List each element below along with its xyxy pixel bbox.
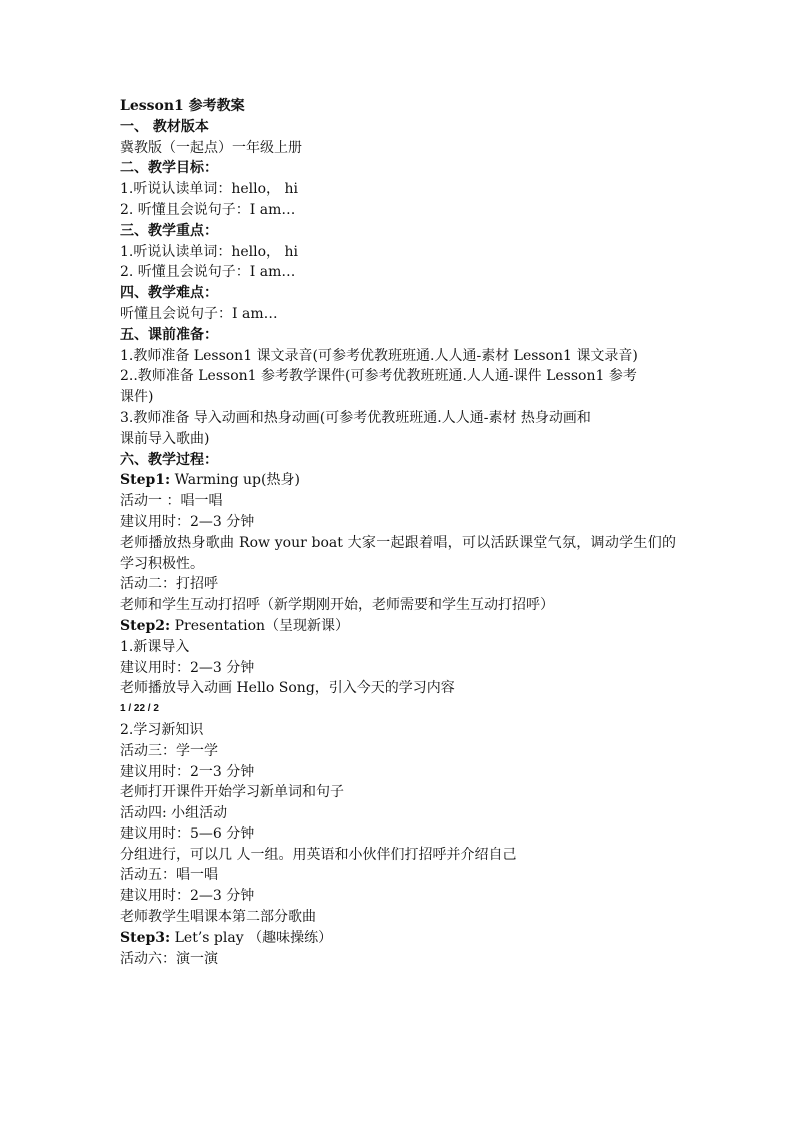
activity-4-title: 活动四: 小组活动 <box>120 805 228 822</box>
page-footer: 1 / 22 / 2 <box>120 703 159 715</box>
step2-label: Step2: <box>120 617 171 634</box>
activity-5-description: 老师教学生唱课本第二部分歌曲 <box>120 909 316 926</box>
activity-5-time: 建议用时：2—3 分钟 <box>120 888 255 905</box>
objective-item-2: 2. 听懂且会说句子：I am… <box>120 201 296 218</box>
preparation-item-2: 2..教师准备 Lesson1 参考教学课件(可参考优教班班通.人人通-课件 Lesson1 参考 <box>120 368 637 385</box>
activity-3-description: 老师打开课件开始学习新单词和句子 <box>120 784 344 801</box>
section-heading-objectives: 二、教学目标： <box>120 160 218 177</box>
activity-5-title: 活动五：唱一唱 <box>120 867 218 884</box>
key-point-item-2: 2. 听懂且会说句子：I am… <box>120 264 296 281</box>
step2-part-1-time: 建议用时：2—3 分钟 <box>120 659 255 676</box>
step2-part-1-description: 老师播放导入动画 Hello Song，引入今天的学习内容 <box>120 680 455 697</box>
step3-label: Step3: <box>120 929 171 946</box>
document-title: Lesson1 参考教案 <box>120 98 245 114</box>
activity-4-description: 分组进行，可以几 人一组。用英语和小伙伴们打招呼并介绍自己 <box>120 846 517 863</box>
step2-text: Presentation（呈现新课） <box>170 617 350 634</box>
section-heading-edition: 一、 教材版本 <box>120 118 209 135</box>
step1-heading <box>120 470 676 491</box>
section-heading-key-points: 三、教学重点： <box>120 222 218 239</box>
step2-part-2-title: 2.学习新知识 <box>120 721 204 738</box>
objective-item-1: 1.听说认读单词：hello， hi <box>120 181 298 198</box>
activity-3-time: 建议用时：2一3 分钟 <box>120 763 255 780</box>
activity-1-time: 建议用时：2—3 分钟 <box>120 513 255 530</box>
step1-label: Step1: <box>120 472 171 489</box>
preparation-item-1: 1.教师准备 Lesson1 课文录音(可参考优教班班通.人人通-素材 Lesson1 课文录音) <box>120 347 638 364</box>
section-heading-difficulties: 四、教学难点： <box>120 285 218 302</box>
step2-heading <box>120 616 676 637</box>
activity-2-title: 活动二：打招呼 <box>120 576 218 593</box>
document-page <box>120 96 676 969</box>
key-point-item-1: 1.听说认读单词：hello， hi <box>120 243 298 260</box>
section-heading-process: 六、教学过程： <box>120 451 218 468</box>
activity-4-time: 建议用时：5—6 分钟 <box>120 825 255 842</box>
activity-1-description: 老师播放热身歌曲 Row your boat 大家一起跟着唱，可以活跃课堂气氛，调动学生们的学习积极性。 <box>120 534 676 572</box>
section-heading-preparation: 五、课前准备： <box>120 326 218 343</box>
preparation-item-2-continued: 课件) <box>120 389 154 406</box>
edition-text: 冀教版（一起点）一年级上册 <box>120 139 302 156</box>
preparation-item-3-continued: 课前导入歌曲) <box>120 430 210 447</box>
activity-6-title: 活动六：演一演 <box>120 950 218 967</box>
step1-text: Warming up(热身) <box>170 472 300 489</box>
preparation-item-3: 3.教师准备 导入动画和热身动画(可参考优教班班通.人人通-素材 热身动画和 <box>120 409 591 426</box>
activity-3-title: 活动三：学一学 <box>120 742 218 759</box>
difficulty-text: 听懂且会说句子：I am… <box>120 305 278 322</box>
activity-1-title: 活动一 ：唱一唱 <box>120 493 223 510</box>
step3-heading <box>120 928 676 949</box>
step2-part-1-title: 1.新课导入 <box>120 638 190 655</box>
activity-2-description: 老师和学生互动打招呼（新学期刚开始，老师需要和学生互动打招呼） <box>120 597 554 614</box>
step3-text: Let’s play （趣味操练） <box>170 929 333 946</box>
